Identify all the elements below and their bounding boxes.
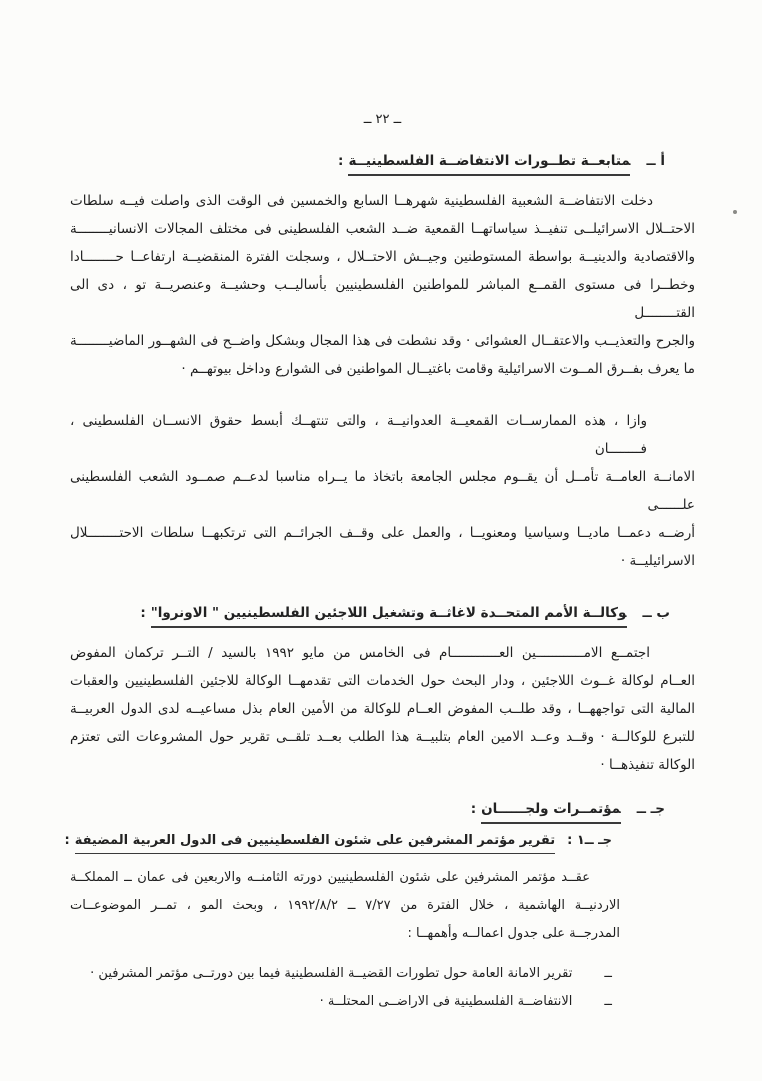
section-c1-marker: جـ ــ١ : [567,833,612,848]
agenda-bullet-list [70,960,695,1016]
section-b-heading [70,605,670,621]
section-c1-subheading [64,833,612,848]
page-number: ــ ٢٢ ــ [363,112,402,127]
paragraph-line: وخطــرا فى مستوى القمــع المباشر للمواطنين الفلسطينيين بأساليــب وحشيــة وعنصريــة تو ، دى الى القتــــــــل [70,277,695,321]
section-a-marker: أ ــ [646,153,665,169]
bullet-text: تقرير الامانة العامة حول تطورات القضيــة الفلسطينية فيما بين دورتــى مؤتمر المشرفين · [90,966,573,981]
section-c-title: مؤتمــرات ولجــــــان [481,801,621,824]
bullet-dash: ــ [604,966,612,981]
paragraph-line: الوكالة تنفيذهــا · [600,757,695,773]
bullet-dash: ــ [604,994,612,1009]
section-a-paragraph-1 [70,187,695,383]
section-c1-colon: : [64,833,70,848]
scan-artifact-dot [733,210,737,214]
section-c-heading [70,801,665,817]
paragraph-line: المالية التى تواجههــا ، وقد طلــب المفوض العــام للوكالة من الأمين العام بذل مساعيــه لدى الدول العربيــة [70,701,695,717]
paragraph-line: الاحتــلال الاسرائيلــى تنفيــذ سياساتهــا القمعية ضــد الشعب الفلسطينى فى مختلف المجالات الانسانيــــــــة [70,221,695,237]
paragraph-line: وازا ، هذه الممارســات القمعيــة العدوانيــة ، والتى تنتهــك أبسط حقوق الانســان الفلسطينى ، فــــــــان [70,413,647,457]
section-c1-paragraph [70,864,620,948]
bullet-text: الانتفاضــة الفلسطينية فى الاراضــى المحتلــة · [319,994,573,1009]
section-a-title: متابعــة تطــورات الانتفاضــة الفلسطينيــة [348,153,630,176]
paragraph-line: عقــد مؤتمر المشرفين على شئون الفلسطينيين دورته الثامنــه والاربعين فى عمان ــ المملكــة [70,870,590,885]
paragraph-line: والاقتصادية والدينيــة بواسطة المستوطنين وجيــش الاحتــلال ، وسجلت الفترة المنقضيــة ارتفاعــا حــــــــادا [70,249,695,265]
section-c-colon: : [470,801,477,817]
paragraph-line: والجرح والتعذيــب والاعتقــال العشوائى · وقد نشطت فى هذا المجال وبشكل واضــح فى الشهــور الماضيــــــــة [70,333,695,349]
section-a-colon: : [338,153,344,169]
section-a-heading [70,153,665,169]
paragraph-line: الامانــة العامــة تأمــل أن يقــوم مجلس الجامعة باتخاذ ما يــراه مناسبا لدعــم صمــود الشعب الفلسطينى علــــــى [70,469,695,513]
section-b-paragraph [70,639,695,779]
section-b-colon: : [140,605,146,621]
paragraph-line: المدرجــة على جدول اعمالــه وأهمهــا : [407,926,620,941]
section-b-title: وكالــة الأمم المتحــدة لاغاثــة وتشغيل اللاجئين الفلسطينيين " الاونروا" [151,605,627,628]
paragraph-line: للتبرع للوكالــة · وقــد وعــد الامين العام بتلبيــة هذا الطلب بعــد تلقــى تقرير حول المشروعات التى تعتزم [70,729,695,745]
paragraph-line: اجتمــع الامــــــــــــين العــــــــــــام فى الخامس من مايو ١٩٩٢ بالسيد / التــر تركمان المفوض [70,645,650,661]
paragraph-line: الاسرائيليــة · [620,553,695,569]
paragraph-line: دخلت الانتفاضــة الشعبية الفلسطينية شهرهــا السابع والخمسين فى الوقت الذى واصلت فيــه سلطات [70,193,653,209]
paragraph-line: أرضــه دعمــا ماديــا وسياسيا ومعنويــا ، والعمل على وقــف الجرائــم التى ترتكبهــا سلطات الاحتــــــــلال [70,525,695,541]
section-c-marker: جـ ــ [636,801,665,817]
section-b-marker: ب ــ [642,605,670,621]
section-a-paragraph-2 [70,407,695,575]
paragraph-line: الاردنيــة الهاشمية ، خلال الفترة من ٧/٢٧ ــ ١٩٩٢/٨/٢ ، وبحث المو ، تمــر الموضوعــات [70,898,620,913]
paragraph-line: العــام لوكالة غــوث اللاجئين ، ودار البحث حول الخدمات التى تقدمهــا الوكالة للاجئين الفلسطينيين والعقبات [70,673,695,689]
paragraph-line: ما يعرف بفــرق المــوت الاسرائيلية وقامت باغتيــال المواطنين فى الشوارع وداخل بيوتهــم · [181,361,695,377]
agenda-bullet [70,960,612,988]
section-c1-title: تقرير مؤتمر المشرفين على شئون الفلسطينيين فى الدول العربية المضيفة [75,833,555,854]
agenda-bullet [70,988,612,1016]
document-content [0,112,762,1016]
